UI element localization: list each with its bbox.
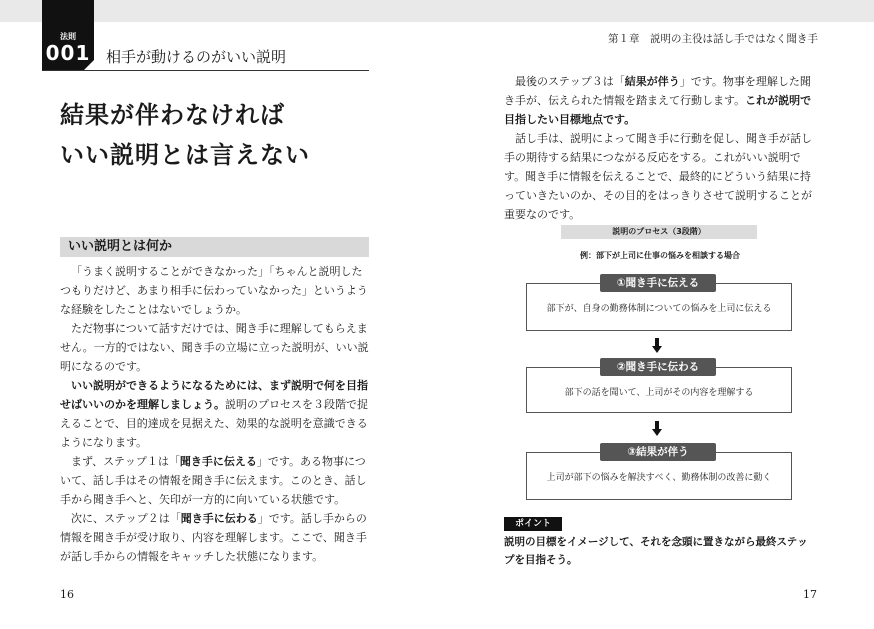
right-paragraph-1-b: 」です。物事を理解した聞き手が、伝えられた情報を踏まえて行動します。 [504, 75, 811, 107]
chapter-running-head: 第１章 説明の主役は話し手ではなく聞き手 [608, 33, 818, 45]
step-3-text: 上司が部下の悩みを解決すべく、勤務体制の改善に動く [546, 473, 772, 483]
right-paragraph-1 [504, 72, 816, 129]
left-page-number: 16 [60, 588, 74, 601]
left-body-text [60, 262, 372, 566]
rule-label: 法則 [60, 32, 76, 41]
diagram-example: 例：部下が上司に仕事の悩みを相談する場合 [580, 251, 740, 260]
paragraph-4-b: 」です。ある物事について、話し手はその情報を聞き手に伝えます。このとき、話し手から聞き手へと、矢印が一方的に向いている状態です。 [60, 455, 367, 506]
rule-badge [42, 0, 94, 70]
main-title [60, 95, 310, 175]
paragraph-1: 「うまく説明することができなかった」「ちゃんと説明したつもりだけど、あまり相手に伝わっていなかった」というような経験をしたことはないでしょうか。 [60, 265, 368, 316]
paragraph-4-a: まず、ステップ１は「 [71, 455, 180, 468]
step-3-label: ③結果が伴う [600, 443, 716, 461]
paragraph-5-b: 」です。話し手からの情報を聞き手が受け取り、内容を理解します。ここで、聞き手が話し手からの情報をキャッチした状態になります。 [60, 512, 367, 563]
main-title-line1: 結果が伴わなければ [60, 101, 285, 129]
step-2-text: 部下の話を聞いて、上司がその内容を理解する [564, 388, 754, 398]
down-arrow-icon [652, 421, 662, 437]
badge-corner-mark [84, 60, 94, 70]
diagram-title: 説明のプロセス（3段階） [561, 225, 757, 239]
right-paragraph-1-bold2: これが説明で目指したい目標地点です。 [504, 94, 812, 126]
main-title-line2: いい説明とは言えない [60, 141, 310, 169]
right-page-number: 17 [803, 588, 817, 601]
paragraph-4-bold: 聞き手に伝える [179, 455, 257, 468]
paragraph-5-bold: 聞き手に伝わる [180, 512, 258, 525]
point-text: 説明の目標をイメージして、それを念頭に置きながら最終ステップを目指そう。 [504, 536, 808, 566]
step-2-label: ②聞き手に伝わる [600, 358, 716, 376]
down-arrow-icon [652, 338, 662, 354]
header-rule-line [42, 70, 369, 71]
section-heading: いい説明とは何か [60, 237, 369, 257]
paragraph-2: ただ物事について話すだけでは、聞き手に理解してもらえません。一方的ではない、聞き手の立場に立った説明が、いい説明になるのです。 [60, 322, 369, 373]
paragraph-5-a: 次に、ステップ２は「 [71, 512, 181, 525]
paragraph-4 [60, 452, 372, 509]
step-1-text: 部下が、自身の勤務体制についての悩みを上司に伝える [546, 304, 772, 314]
paragraph-3 [60, 376, 372, 452]
right-body-text [504, 72, 816, 224]
step-1-label: ①聞き手に伝える [600, 274, 716, 292]
paragraph-3-bold: いい説明ができるようになるためには、まず説明で何を目指せばいいのかを理解しましょう。 [60, 379, 368, 411]
top-band [0, 0, 874, 22]
right-paragraph-2: 話し手は、説明によって聞き手に行動を促し、聞き手が話し手の期待する結果につながる反応をする。これがいい説明です。聞き手に情報を伝えることで、最終的にどういう結果に持っていきたいのか、その目的をはっきりさせて説明することが重要なのです。 [504, 132, 812, 221]
right-paragraph-1-a: 最後のステップ３は「 [515, 75, 625, 88]
right-paragraph-1-bold: 結果が伴う [624, 75, 680, 88]
rule-header-title: 相手が動けるのがいい説明 [106, 48, 287, 66]
paragraph-5 [60, 509, 372, 566]
rule-number: 001 [45, 41, 91, 65]
paragraph-3-rest: 説明のプロセスを３段階で捉えることで、目的達成を見据えた、効果的な説明を意識できるようになります。 [60, 398, 368, 449]
point-label: ポイント [504, 517, 562, 531]
